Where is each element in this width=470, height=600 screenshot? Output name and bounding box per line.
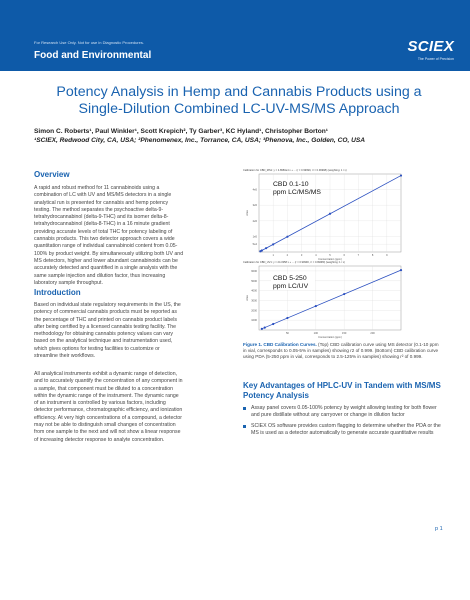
caption-text: (Top) CBD calibration curve using MS detector (0.1-10 ppm in vial, corresponds to 0.05-5% in samples) showing r2 of 0.999. (Bottom) CBD calibration curve using PDA (5-250 ppm in vial, corresponds to 2.5-125% in samples) showing r² of 0.999. [243,342,439,359]
text-line: combination of LC with UV and MS/MS detectors in a single [34,192,172,199]
affiliations: ¹SCIEX, Redwood City, CA, USA; ²Phenomenex, Inc., Torrance, CA, USA; ³Phenova, Inc., Golden, CO, USA [34,137,366,144]
x-tick-label: 6 [343,254,345,257]
x-axis-label: Concentration (ppm) [318,336,342,339]
key-advantage-item: SCIEX OS software provides custom flagging to determine whether the PDA or the MS is used as a detector automatically to generate accurate quantitative results [243,423,443,438]
x-tick-label: 4 [315,254,317,257]
text-line: All analytical instruments exhibit a dynamic range of detection, [34,371,178,377]
y-tick-label: 5000 [251,279,257,283]
text-line: from one sample to the next and will not show a linear response [34,429,181,436]
text-line: and to accurately quantify the concentration of any component in [34,378,183,385]
text-line: which gives options for testing facilities to customize or [34,345,160,352]
text-line: Based on individual state regulatory requirements in the US, the [34,302,181,308]
x-tick-label: 8 [371,254,374,257]
text-line: detector performance, chromatographic efficiency, and ionization [34,407,183,414]
figure-caption [243,342,443,360]
header-banner [0,0,470,71]
page-number: p 1 [435,526,443,532]
data-point [264,327,266,329]
text-line: providing accurate levels of total THC for potency labeling of [34,228,173,235]
text-line: potency of commercial cannabis products must be reported as [34,309,178,316]
text-line: based on the analytical technique and instrumentation used, [34,338,173,345]
y-tick-label: 3000 [251,299,257,303]
text-line: accurately detected and quantified in a single analysis with the [34,265,178,272]
y-tick-label: 1e5 [252,235,257,239]
text-line: testing. The method separates the psychoactive delta-9- [34,206,164,213]
y-tick-label: 2e5 [252,219,257,223]
x-tick-label: 150 [342,332,347,335]
text-line: 100% by product weight. By simultaneously utilizing both UV and [34,250,184,257]
y-tick-label: 5e4 [252,243,257,247]
y-tick-label: 6000 [251,269,257,273]
disclaimer-text: For Research Use Only. Not for use in Diagnostic Procedures. [34,40,144,45]
logo-tagline: The Power of Precision [417,57,454,61]
text-line: tetrahydrocannabinol (delta-9-THC) and its isomer delta-8- [34,214,169,221]
y-axis-label: Area [246,295,249,301]
text-line: may not be able to distinguish small changes of concentration [34,422,176,429]
text-line: of an instrument is controlled by various factors, including [34,400,166,407]
author-list: Simon C. Roberts¹, Paul Winkler¹, Scott Krepich², Ty Garber³, KC Hyland¹, Christopher Borton¹ [34,128,328,135]
data-point [286,236,288,238]
x-tick-label: 100 [313,332,318,335]
x-tick-label: 200 [370,332,375,335]
x-tick-label: 50 [285,332,289,335]
text-line: streamline their workflows. [34,353,96,360]
text-line: the percentage of THC and printed on cannabis product labels [34,316,177,323]
data-point [261,249,263,251]
overview-heading: Overview [34,170,70,179]
text-line: quantitation range of individual cannabinoid content from 0.05- [34,243,178,250]
x-tick-label: 5 [329,254,331,257]
y-tick-label: 4e5 [252,188,257,192]
section-title: Food and Environmental [34,50,152,61]
text-line: same sample injection and dilution factor, thus increasing [34,272,166,279]
text-line: within the dynamic range of the instrument. The dynamic range [34,392,179,399]
chart-label-line-2: ppm LC/MS/MS [273,189,321,196]
x-tick-label: 1 [272,254,274,257]
key-advantages-heading: Key Advantages of HPLC-UV in Tandem with MS/MS Potency Analysis [243,381,441,400]
text-line: analytical run is presented for cannabis and hemp potency [34,199,169,206]
x-tick-label: 9 [386,254,388,257]
introduction-paragraph-1 [34,302,234,360]
text-line: MS detectors, higher and lower abundant cannabinoids can be [34,257,178,264]
data-point [261,328,263,330]
x-axis-label: Concentration (ppm) [318,258,342,261]
x-tick-label: 7 [357,254,360,257]
data-point [343,293,345,295]
data-point [329,213,331,215]
sciex-logo[interactable] [394,38,456,68]
text-line: tetrahydrocannabinol (delta-8-THC) in a 16 minute gradient [34,221,170,228]
introduction-heading: Introduction [34,288,81,297]
data-point [315,305,317,307]
text-line: cannabis products. This two detector approach covers a wide [34,236,175,243]
y-tick-label: 2000 [251,309,257,313]
caption-label: Figure 1. CBD Calibration Curves. [243,342,317,347]
x-tick-label: 2 [286,254,289,257]
data-point [400,174,402,176]
x-tick-label: 3 [300,254,303,257]
text-line: efficiency. At very high concentrations of a compound, a detector [34,414,183,421]
y-tick-label: 4000 [251,289,257,293]
data-point [272,243,274,245]
text-line: methodology for obtaining cannabis potency values can vary [34,331,173,338]
data-point [400,269,402,271]
data-point [286,317,288,319]
overview-paragraph [34,185,234,287]
text-line: of increasing detector response to analyte concentration. [34,436,165,443]
y-axis-label: Area [246,210,249,216]
chart-label-line-2: ppm LC/UV [273,283,309,290]
calibration-charts [243,166,443,342]
text-line: after being certified by a licensed cannabis testing facility. The [34,323,176,330]
data-point [272,323,274,325]
y-tick-label: 1000 [251,319,257,323]
chart-label-line-1: CBD 0.1-10 [273,181,309,188]
logo-wordmark: SCIEX [407,38,454,55]
chart-title: Calibration for CBD_MS1: y = 4.8983e4 x + ... (r = 0.99999, r² = 0.99998) (weighting: 1 / x) [243,169,347,172]
text-line: A rapid and robust method for 11 cannabinoids using a [34,185,160,191]
text-line: laboratory sample throughput. [34,279,103,286]
data-point [265,247,267,249]
introduction-paragraph-2 [34,371,234,444]
key-advantage-item: Assay panel covers 0.05-100% potency by weight allowing testing for both flower and pure distillate without any carryover or change in dilution factor [243,405,443,420]
chart-title: Calibration for CBD_UV1: y = 24.3358 x + ... (r = 0.99990, r² = 0.99980) (weighting: 1 / x) [243,261,345,264]
chart-label-line-1: CBD 5-250 [273,275,307,282]
page-title: Potency Analysis in Hemp and Cannabis Products using a Single-Dilution Combined LC-UV-MS/MS Approach [56,84,422,117]
key-advantages-list [243,405,443,440]
text-line: a sample, that component must be diluted to a concentration [34,385,173,392]
y-tick-label: 3e5 [252,204,257,208]
